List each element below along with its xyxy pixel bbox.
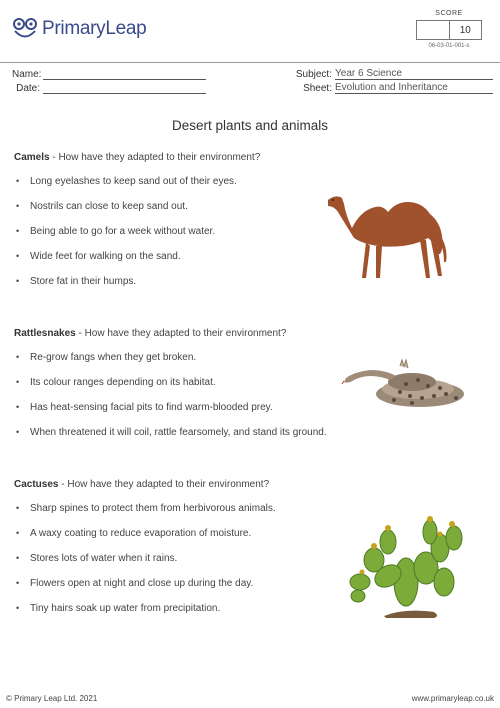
camel-image (322, 192, 454, 284)
section-heading (14, 328, 334, 339)
section-rattlesnakes (14, 328, 334, 445)
sheet-row (290, 80, 493, 94)
list-item: • Long eyelashes to keep sand out of their eyes. (14, 169, 334, 194)
brand-name: PrimaryLeap (42, 18, 147, 39)
section-cactuses (14, 479, 334, 621)
list-item: • A waxy coating to reduce evaporation of moisture. (14, 521, 334, 546)
cactus-image (344, 512, 466, 618)
bullet-list (14, 496, 334, 621)
section-name: Cactuses (14, 479, 59, 490)
name-row (12, 66, 206, 80)
score-total: 10 (449, 21, 482, 39)
subject-value: Year 6 Science (335, 68, 493, 80)
list-item: • Store fat in their humps. (14, 269, 334, 294)
score-value-field[interactable] (417, 21, 449, 39)
sheet-label: Sheet: (303, 83, 332, 94)
list-item: • Its colour ranges depending on its habitat. (14, 370, 334, 395)
section-camels (14, 152, 334, 294)
section-question: - How have they adapted to their environment? (75, 328, 287, 339)
copyright: © Primary Leap Ltd. 2021 (6, 694, 98, 703)
section-heading (14, 152, 334, 163)
subject-row (290, 66, 493, 80)
date-row (12, 80, 206, 94)
student-info (12, 66, 206, 94)
score-cells (416, 20, 482, 40)
list-item: • Stores lots of water when it rains. (14, 546, 334, 571)
list-item: • Re-grow fangs when they get broken. (14, 345, 334, 370)
worksheet-code: 06-03-01-001-s (428, 43, 470, 49)
rattlesnake-image (340, 356, 466, 410)
score-box (416, 10, 482, 49)
list-item: • Wide feet for walking on the sand. (14, 244, 334, 269)
bullet-list (14, 169, 334, 294)
list-item: • Sharp spines to protect them from herbivorous animals. (14, 496, 334, 521)
section-name: Rattlesnakes (14, 328, 76, 339)
sheet-value: Evolution and Inheritance (335, 82, 493, 94)
date-field[interactable] (43, 84, 206, 94)
site-link[interactable]: www.primaryleap.co.uk (411, 694, 494, 703)
list-item: • Being able to go for a week without water. (14, 219, 334, 244)
section-question: - How have they adapted to their environment? (58, 479, 270, 490)
section-name: Camels (14, 152, 50, 163)
name-field[interactable] (43, 70, 206, 80)
list-item: • Nostrils can close to keep sand out. (14, 194, 334, 219)
list-item: • Has heat-sensing facial pits to find warm-blooded prey. (14, 395, 334, 420)
list-item: • When threatened it will coil, rattle fearsomely, and stand its ground. (14, 420, 334, 445)
brand-logo (12, 18, 146, 40)
bullet-list (14, 345, 334, 445)
date-label: Date: (16, 83, 40, 94)
worksheet-title: Desert plants and animals (171, 118, 329, 133)
subject-label: Subject: (295, 69, 332, 80)
score-label: SCORE (435, 10, 463, 17)
list-item: • Tiny hairs soak up water from precipitation. (14, 596, 334, 621)
name-label: Name: (12, 69, 42, 80)
header-divider (0, 62, 500, 63)
section-heading (14, 479, 334, 490)
sheet-info (290, 66, 493, 94)
list-item: • Flowers open at night and close up during the day. (14, 571, 334, 596)
frog-logo-icon (12, 18, 38, 40)
section-question: - How have they adapted to their environment? (49, 152, 261, 163)
